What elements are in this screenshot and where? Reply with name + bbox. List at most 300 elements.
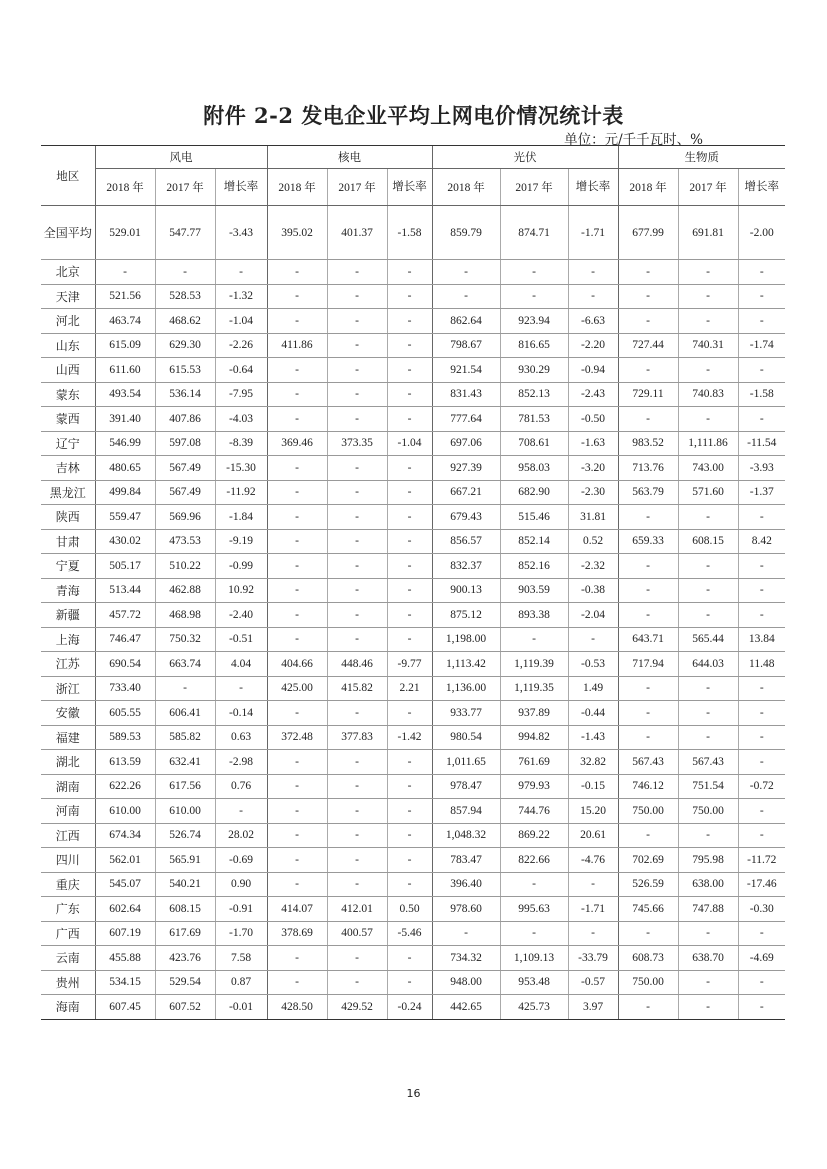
table-row (41, 652, 785, 677)
nuclear-rate-cell: - (387, 382, 432, 407)
nuclear-2018-cell: 369.46 (267, 431, 327, 456)
wind-rate-cell: -0.64 (215, 358, 267, 383)
nuclear-2017-cell: 448.46 (327, 652, 387, 677)
solar-rate-cell: 1.49 (568, 676, 618, 701)
wind-2018-cell: 463.74 (95, 309, 155, 334)
table-row (41, 848, 785, 873)
solar-2018-cell: 831.43 (432, 382, 500, 407)
wind-2017-cell: 547.77 (155, 206, 215, 260)
wind-rate-cell: -0.69 (215, 848, 267, 873)
solar-2017-cell: 761.69 (500, 750, 568, 775)
solar-2017-cell: 930.29 (500, 358, 568, 383)
solar-2018-cell: 667.21 (432, 480, 500, 505)
biomass-rate-cell: - (738, 750, 785, 775)
solar-rate-cell: -3.20 (568, 456, 618, 481)
wind-rate-cell: 0.63 (215, 725, 267, 750)
nuclear-rate-cell: - (387, 627, 432, 652)
solar-2017-cell: 874.71 (500, 206, 568, 260)
wind-2018-cell: 605.55 (95, 701, 155, 726)
nuclear-rate-cell: - (387, 701, 432, 726)
sub-header-2017: 2017 年 (155, 169, 215, 206)
nuclear-2017-cell: - (327, 603, 387, 628)
biomass-rate-cell: - (738, 725, 785, 750)
solar-2018-cell: 679.43 (432, 505, 500, 530)
solar-2017-cell: 869.22 (500, 823, 568, 848)
region-cell: 江苏 (41, 652, 95, 677)
wind-rate-cell: -9.19 (215, 529, 267, 554)
biomass-2018-cell: - (618, 701, 678, 726)
nuclear-2017-cell: - (327, 456, 387, 481)
biomass-2017-cell: 743.00 (678, 456, 738, 481)
solar-2018-cell: 921.54 (432, 358, 500, 383)
nuclear-rate-cell: 0.50 (387, 897, 432, 922)
solar-2018-cell: 900.13 (432, 578, 500, 603)
table-row (41, 260, 785, 285)
wind-2017-cell: 536.14 (155, 382, 215, 407)
solar-rate-cell: -2.30 (568, 480, 618, 505)
wind-2018-cell: 607.45 (95, 995, 155, 1020)
biomass-2018-cell: - (618, 284, 678, 309)
wind-2017-cell: 629.30 (155, 333, 215, 358)
table-row (41, 995, 785, 1020)
nuclear-rate-cell: - (387, 774, 432, 799)
nuclear-rate-cell: - (387, 750, 432, 775)
wind-2018-cell: 607.19 (95, 921, 155, 946)
region-cell: 新疆 (41, 603, 95, 628)
nuclear-2018-cell: - (267, 872, 327, 897)
solar-2017-cell: 425.73 (500, 995, 568, 1020)
solar-2018-cell: 396.40 (432, 872, 500, 897)
biomass-rate-cell: - (738, 921, 785, 946)
wind-2018-cell: 674.34 (95, 823, 155, 848)
wind-rate-cell: - (215, 676, 267, 701)
biomass-2017-cell: - (678, 921, 738, 946)
wind-rate-cell: 0.90 (215, 872, 267, 897)
table-row (41, 799, 785, 824)
wind-2017-cell: 567.49 (155, 456, 215, 481)
biomass-rate-cell: - (738, 578, 785, 603)
region-cell: 山西 (41, 358, 95, 383)
wind-2017-cell: 462.88 (155, 578, 215, 603)
sub-header-2018: 2018 年 (618, 169, 678, 206)
biomass-2017-cell: 751.54 (678, 774, 738, 799)
biomass-rate-cell: - (738, 358, 785, 383)
wind-2017-cell: 510.22 (155, 554, 215, 579)
solar-rate-cell: -1.71 (568, 897, 618, 922)
wind-rate-cell: -1.04 (215, 309, 267, 334)
nuclear-2017-cell: 415.82 (327, 676, 387, 701)
region-cell: 福建 (41, 725, 95, 750)
biomass-2018-cell: - (618, 921, 678, 946)
biomass-2017-cell: - (678, 309, 738, 334)
table-row (41, 407, 785, 432)
sub-header-2017: 2017 年 (327, 169, 387, 206)
nuclear-2018-cell: - (267, 407, 327, 432)
solar-rate-cell: - (568, 284, 618, 309)
nuclear-2017-cell: - (327, 823, 387, 848)
solar-rate-cell: 32.82 (568, 750, 618, 775)
solar-2017-cell: 1,109.13 (500, 946, 568, 971)
biomass-2017-cell: - (678, 676, 738, 701)
nuclear-2018-cell: - (267, 701, 327, 726)
nuclear-2017-cell: - (327, 529, 387, 554)
solar-rate-cell: 20.61 (568, 823, 618, 848)
solar-2018-cell: - (432, 284, 500, 309)
solar-rate-cell: -0.15 (568, 774, 618, 799)
biomass-2018-cell: 526.59 (618, 872, 678, 897)
table-row (41, 431, 785, 456)
biomass-2018-cell: 567.43 (618, 750, 678, 775)
nuclear-2018-cell: - (267, 627, 327, 652)
biomass-2017-cell: 691.81 (678, 206, 738, 260)
biomass-2018-cell: 677.99 (618, 206, 678, 260)
wind-2018-cell: 562.01 (95, 848, 155, 873)
solar-2018-cell: 859.79 (432, 206, 500, 260)
table-row (41, 946, 785, 971)
solar-2018-cell: 948.00 (432, 970, 500, 995)
solar-2018-cell: 856.57 (432, 529, 500, 554)
solar-2017-cell: 852.16 (500, 554, 568, 579)
nuclear-2018-cell: - (267, 505, 327, 530)
wind-rate-cell: -1.70 (215, 921, 267, 946)
solar-rate-cell: -2.20 (568, 333, 618, 358)
solar-2018-cell: 978.47 (432, 774, 500, 799)
table-row (41, 750, 785, 775)
nuclear-rate-cell: - (387, 480, 432, 505)
biomass-2018-cell: 750.00 (618, 970, 678, 995)
solar-rate-cell: -6.63 (568, 309, 618, 334)
table-row (41, 382, 785, 407)
region-cell: 广西 (41, 921, 95, 946)
wind-2018-cell: 457.72 (95, 603, 155, 628)
wind-rate-cell: -0.51 (215, 627, 267, 652)
wind-rate-cell: 4.04 (215, 652, 267, 677)
wind-rate-cell: -3.43 (215, 206, 267, 260)
nuclear-rate-cell: - (387, 872, 432, 897)
biomass-2018-cell: - (618, 725, 678, 750)
nuclear-2017-cell: - (327, 750, 387, 775)
wind-2017-cell: - (155, 676, 215, 701)
nuclear-2017-cell: - (327, 358, 387, 383)
wind-2017-cell: 569.96 (155, 505, 215, 530)
biomass-rate-cell: - (738, 284, 785, 309)
region-cell: 北京 (41, 260, 95, 285)
biomass-rate-cell: 8.42 (738, 529, 785, 554)
nuclear-2017-cell: - (327, 480, 387, 505)
sub-header-rate: 增长率 (738, 169, 785, 206)
biomass-2017-cell: - (678, 358, 738, 383)
biomass-2018-cell: 563.79 (618, 480, 678, 505)
region-cell: 甘肃 (41, 529, 95, 554)
solar-2017-cell: 953.48 (500, 970, 568, 995)
nuclear-rate-cell: - (387, 505, 432, 530)
nuclear-rate-cell: - (387, 799, 432, 824)
solar-2017-cell: 515.46 (500, 505, 568, 530)
nuclear-2018-cell: 395.02 (267, 206, 327, 260)
wind-2017-cell: 468.98 (155, 603, 215, 628)
solar-2017-cell: 923.94 (500, 309, 568, 334)
biomass-2017-cell: 750.00 (678, 799, 738, 824)
solar-2017-cell: - (500, 284, 568, 309)
nuclear-2017-cell: - (327, 946, 387, 971)
region-cell: 上海 (41, 627, 95, 652)
wind-rate-cell: -7.95 (215, 382, 267, 407)
table-row (41, 358, 785, 383)
solar-rate-cell: -2.43 (568, 382, 618, 407)
region-cell: 青海 (41, 578, 95, 603)
solar-rate-cell: -0.53 (568, 652, 618, 677)
table-row (41, 872, 785, 897)
biomass-rate-cell: - (738, 260, 785, 285)
region-cell: 陕西 (41, 505, 95, 530)
wind-2017-cell: 750.32 (155, 627, 215, 652)
biomass-rate-cell: -2.00 (738, 206, 785, 260)
solar-2018-cell: 783.47 (432, 848, 500, 873)
biomass-2018-cell: - (618, 260, 678, 285)
nuclear-2017-cell: 429.52 (327, 995, 387, 1020)
nuclear-2018-cell: 428.50 (267, 995, 327, 1020)
wind-2018-cell: 746.47 (95, 627, 155, 652)
nuclear-2017-cell: - (327, 774, 387, 799)
nuclear-2017-cell: - (327, 627, 387, 652)
biomass-rate-cell: -11.54 (738, 431, 785, 456)
biomass-2017-cell: 638.00 (678, 872, 738, 897)
biomass-2017-cell: 571.60 (678, 480, 738, 505)
table-body (41, 206, 785, 1020)
region-cell: 山东 (41, 333, 95, 358)
solar-rate-cell: -0.94 (568, 358, 618, 383)
biomass-rate-cell: - (738, 603, 785, 628)
nuclear-2018-cell: - (267, 480, 327, 505)
table-row (41, 603, 785, 628)
wind-rate-cell: -0.01 (215, 995, 267, 1020)
table-row (41, 554, 785, 579)
table-row (41, 309, 785, 334)
wind-2018-cell: 521.56 (95, 284, 155, 309)
solar-rate-cell: -0.44 (568, 701, 618, 726)
table-row (41, 333, 785, 358)
nuclear-rate-cell: -0.24 (387, 995, 432, 1020)
wind-2017-cell: 529.54 (155, 970, 215, 995)
nuclear-rate-cell: - (387, 946, 432, 971)
wind-rate-cell: -2.98 (215, 750, 267, 775)
nuclear-2017-cell: 377.83 (327, 725, 387, 750)
biomass-rate-cell: -11.72 (738, 848, 785, 873)
table-row (41, 921, 785, 946)
wind-rate-cell: -0.14 (215, 701, 267, 726)
biomass-2017-cell: - (678, 725, 738, 750)
biomass-2017-cell: 740.31 (678, 333, 738, 358)
wind-rate-cell: 7.58 (215, 946, 267, 971)
biomass-2017-cell: 795.98 (678, 848, 738, 873)
nuclear-2017-cell: - (327, 260, 387, 285)
biomass-2018-cell: 750.00 (618, 799, 678, 824)
nuclear-rate-cell: - (387, 970, 432, 995)
nuclear-rate-cell: - (387, 823, 432, 848)
solar-2017-cell: - (500, 921, 568, 946)
nuclear-rate-cell: - (387, 529, 432, 554)
wind-2017-cell: 663.74 (155, 652, 215, 677)
wind-2018-cell: 545.07 (95, 872, 155, 897)
biomass-2017-cell: 567.43 (678, 750, 738, 775)
region-cell: 江西 (41, 823, 95, 848)
wind-2017-cell: 608.15 (155, 897, 215, 922)
table-row (41, 505, 785, 530)
biomass-rate-cell: -17.46 (738, 872, 785, 897)
table-row (41, 627, 785, 652)
nuclear-2017-cell: - (327, 505, 387, 530)
nuclear-rate-cell: - (387, 578, 432, 603)
biomass-rate-cell: - (738, 554, 785, 579)
wind-rate-cell: -15.30 (215, 456, 267, 481)
wind-rate-cell: - (215, 799, 267, 824)
table-row (41, 284, 785, 309)
biomass-2018-cell: 702.69 (618, 848, 678, 873)
solar-2017-cell: 903.59 (500, 578, 568, 603)
biomass-2017-cell: 608.15 (678, 529, 738, 554)
biomass-rate-cell: - (738, 995, 785, 1020)
solar-2017-cell: - (500, 260, 568, 285)
wind-2017-cell: 526.74 (155, 823, 215, 848)
biomass-rate-cell: -0.72 (738, 774, 785, 799)
nuclear-rate-cell: - (387, 848, 432, 873)
wind-2017-cell: 585.82 (155, 725, 215, 750)
region-cell: 重庆 (41, 872, 95, 897)
table-row (41, 774, 785, 799)
solar-2017-cell: 937.89 (500, 701, 568, 726)
nuclear-rate-cell: -1.04 (387, 431, 432, 456)
wind-2017-cell: 632.41 (155, 750, 215, 775)
nuclear-2018-cell: - (267, 603, 327, 628)
biomass-2017-cell: - (678, 603, 738, 628)
wind-2018-cell: 430.02 (95, 529, 155, 554)
sub-header-2017: 2017 年 (500, 169, 568, 206)
region-cell: 贵州 (41, 970, 95, 995)
region-cell: 海南 (41, 995, 95, 1020)
region-cell: 湖南 (41, 774, 95, 799)
wind-2018-cell: 493.54 (95, 382, 155, 407)
biomass-2017-cell: 565.44 (678, 627, 738, 652)
biomass-rate-cell: -4.69 (738, 946, 785, 971)
wind-2018-cell: 546.99 (95, 431, 155, 456)
biomass-2018-cell: - (618, 603, 678, 628)
wind-2018-cell: 615.09 (95, 333, 155, 358)
nuclear-2017-cell: 373.35 (327, 431, 387, 456)
nuclear-2017-cell: - (327, 333, 387, 358)
biomass-2018-cell: - (618, 407, 678, 432)
region-cell: 天津 (41, 284, 95, 309)
biomass-2018-cell: 745.66 (618, 897, 678, 922)
document-title: 附件 2-2 发电企业平均上网电价情况统计表 (203, 103, 624, 128)
nuclear-2018-cell: - (267, 358, 327, 383)
wind-2017-cell: 407.86 (155, 407, 215, 432)
wind-2018-cell: 613.59 (95, 750, 155, 775)
sub-header-2018: 2018 年 (432, 169, 500, 206)
biomass-rate-cell: - (738, 701, 785, 726)
solar-2017-cell: 822.66 (500, 848, 568, 873)
solar-2017-cell: 893.38 (500, 603, 568, 628)
region-cell: 河北 (41, 309, 95, 334)
solar-2018-cell: 1,136.00 (432, 676, 500, 701)
solar-rate-cell: 15.20 (568, 799, 618, 824)
nuclear-2017-cell: - (327, 407, 387, 432)
biomass-2018-cell: - (618, 676, 678, 701)
solar-2017-cell: 852.13 (500, 382, 568, 407)
wind-2018-cell: 499.84 (95, 480, 155, 505)
biomass-2018-cell: - (618, 358, 678, 383)
wind-2017-cell: 597.08 (155, 431, 215, 456)
solar-2017-cell: 744.76 (500, 799, 568, 824)
biomass-2018-cell: - (618, 995, 678, 1020)
nuclear-2017-cell: 401.37 (327, 206, 387, 260)
biomass-2018-cell: 729.11 (618, 382, 678, 407)
wind-rate-cell: -4.03 (215, 407, 267, 432)
sub-header-rate: 增长率 (568, 169, 618, 206)
solar-rate-cell: -4.76 (568, 848, 618, 873)
nuclear-2018-cell: - (267, 750, 327, 775)
table-row (41, 578, 785, 603)
wind-2018-cell: 589.53 (95, 725, 155, 750)
wind-rate-cell: -1.32 (215, 284, 267, 309)
wind-2018-cell: 534.15 (95, 970, 155, 995)
table-row (41, 206, 785, 260)
wind-rate-cell: 10.92 (215, 578, 267, 603)
wind-2018-cell: - (95, 260, 155, 285)
biomass-2017-cell: 644.03 (678, 652, 738, 677)
region-cell: 辽宁 (41, 431, 95, 456)
wind-rate-cell: 28.02 (215, 823, 267, 848)
region-cell: 浙江 (41, 676, 95, 701)
nuclear-2017-cell: - (327, 848, 387, 873)
table-row (41, 701, 785, 726)
nuclear-rate-cell: -1.42 (387, 725, 432, 750)
nuclear-2018-cell: - (267, 382, 327, 407)
nuclear-rate-cell: - (387, 333, 432, 358)
wind-rate-cell: -11.92 (215, 480, 267, 505)
solar-2017-cell: 1,119.35 (500, 676, 568, 701)
wind-2018-cell: 455.88 (95, 946, 155, 971)
nuclear-rate-cell: - (387, 554, 432, 579)
nuclear-2018-cell: - (267, 946, 327, 971)
wind-2017-cell: 610.00 (155, 799, 215, 824)
solar-rate-cell: - (568, 260, 618, 285)
table-row (41, 480, 785, 505)
solar-rate-cell: 0.52 (568, 529, 618, 554)
solar-2017-cell: - (500, 872, 568, 897)
biomass-rate-cell: -0.30 (738, 897, 785, 922)
biomass-rate-cell: - (738, 799, 785, 824)
nuclear-2018-cell: - (267, 848, 327, 873)
solar-2017-cell: 708.61 (500, 431, 568, 456)
nuclear-rate-cell: - (387, 309, 432, 334)
nuclear-2017-cell: - (327, 701, 387, 726)
solar-2018-cell: 1,113.42 (432, 652, 500, 677)
table-row (41, 725, 785, 750)
biomass-2018-cell: - (618, 309, 678, 334)
solar-2018-cell: 1,011.65 (432, 750, 500, 775)
region-cell: 广东 (41, 897, 95, 922)
biomass-rate-cell: - (738, 407, 785, 432)
solar-rate-cell: -1.63 (568, 431, 618, 456)
biomass-2017-cell: 747.88 (678, 897, 738, 922)
wind-2018-cell: 391.40 (95, 407, 155, 432)
wind-rate-cell: -0.91 (215, 897, 267, 922)
nuclear-2018-cell: - (267, 260, 327, 285)
region-cell: 四川 (41, 848, 95, 873)
nuclear-2018-cell: 378.69 (267, 921, 327, 946)
nuclear-2018-cell: - (267, 823, 327, 848)
nuclear-2017-cell: 412.01 (327, 897, 387, 922)
